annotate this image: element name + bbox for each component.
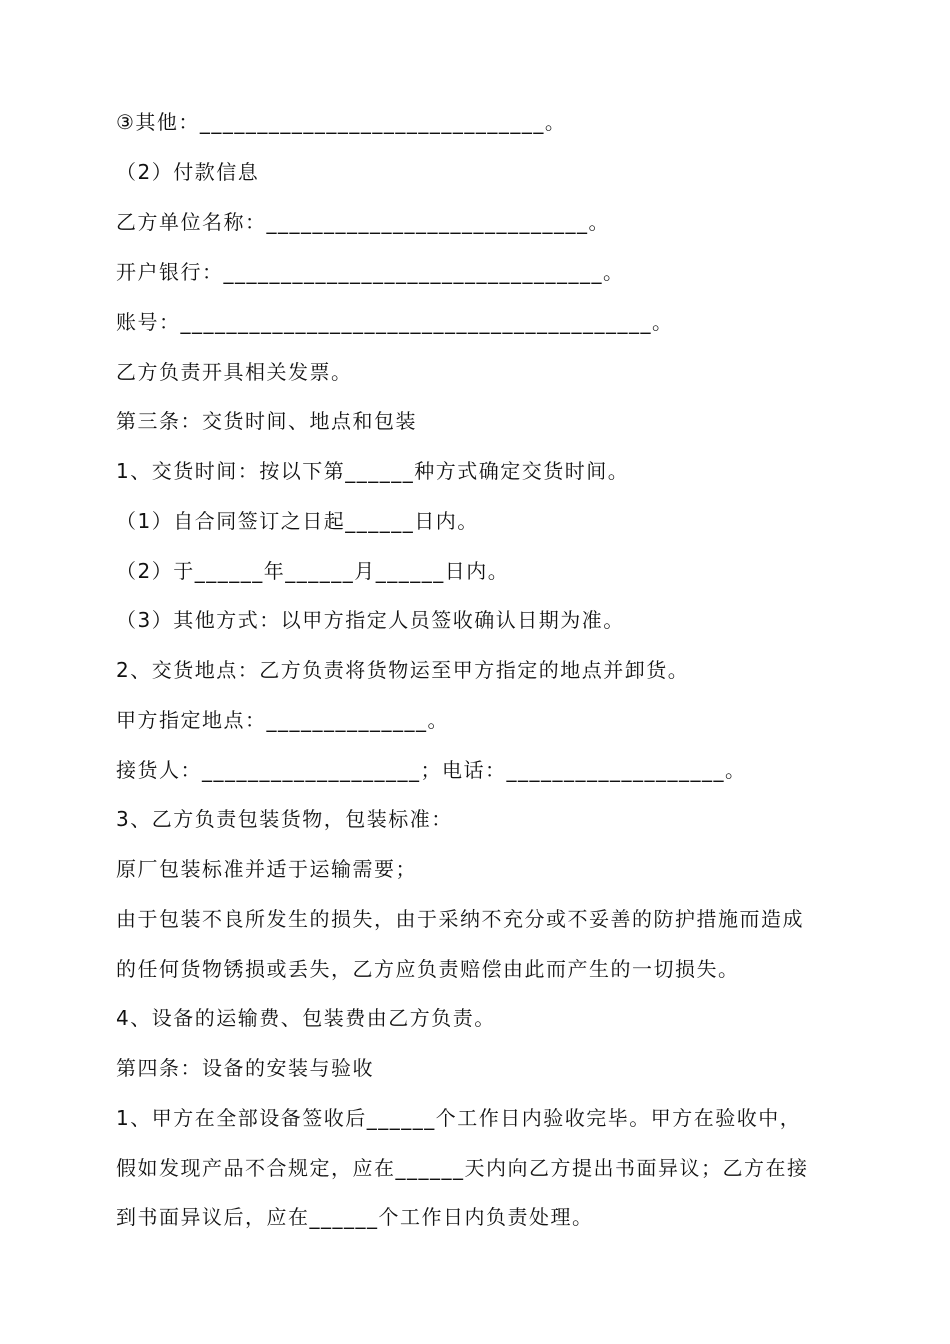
doc-line-payment-info-heading: （2）付款信息 [116, 160, 260, 184]
doc-line-article-3-heading: 第三条：交货时间、地点和包装 [116, 409, 417, 433]
doc-line-delivery-option-2: （2）于______年______月______日内。 [116, 559, 510, 583]
doc-line-acceptance-2: 假如发现产品不合规定，应在______天内向乙方提出书面异议；乙方在接 [116, 1156, 809, 1180]
doc-line-delivery-location: 2、交货地点：乙方负责将货物运至甲方指定的地点并卸货。 [116, 658, 690, 682]
doc-line-party-b-name: 乙方单位名称：____________________________。 [116, 210, 610, 234]
doc-line-article-4-heading: 第四条：设备的安装与验收 [116, 1056, 374, 1080]
doc-line-delivery-time: 1、交货时间：按以下第______种方式确定交货时间。 [116, 459, 630, 483]
doc-line-packaging: 3、乙方负责包装货物，包装标准： [116, 807, 453, 831]
doc-line-acceptance-3: 到书面异议后，应在______个工作日内负责处理。 [116, 1205, 594, 1229]
doc-line-packaging-standard: 原厂包装标准并适于运输需要； [116, 857, 417, 881]
doc-line-loss-liability-2: 的任何货物锈损或丢失，乙方应负责赔偿由此而产生的一切损失。 [116, 957, 740, 981]
doc-line-bank: 开户银行：_________________________________。 [116, 260, 625, 284]
doc-line-invoice: 乙方负责开具相关发票。 [116, 360, 353, 384]
doc-line-freight: 4、设备的运输费、包装费由乙方负责。 [116, 1006, 496, 1030]
doc-line-account: 账号：_________________________________________。 [116, 310, 674, 334]
doc-line-loss-liability-1: 由于包装不良所发生的损失，由于采纳不充分或不妥善的防护措施而造成 [116, 907, 804, 931]
doc-line-delivery-option-1: （1）自合同签订之日起______日内。 [116, 509, 479, 533]
doc-line-other-payment: ③其他：______________________________。 [116, 110, 567, 134]
doc-line-acceptance-1: 1、甲方在全部设备签收后______个工作日内验收完毕。甲方在验收中， [116, 1106, 802, 1130]
doc-line-delivery-option-3: （3）其他方式：以甲方指定人员签收确认日期为准。 [116, 608, 625, 632]
doc-line-designated-location: 甲方指定地点：______________。 [116, 708, 449, 732]
doc-line-receiver-phone: 接货人：___________________；电话：___________________。 [116, 758, 747, 782]
